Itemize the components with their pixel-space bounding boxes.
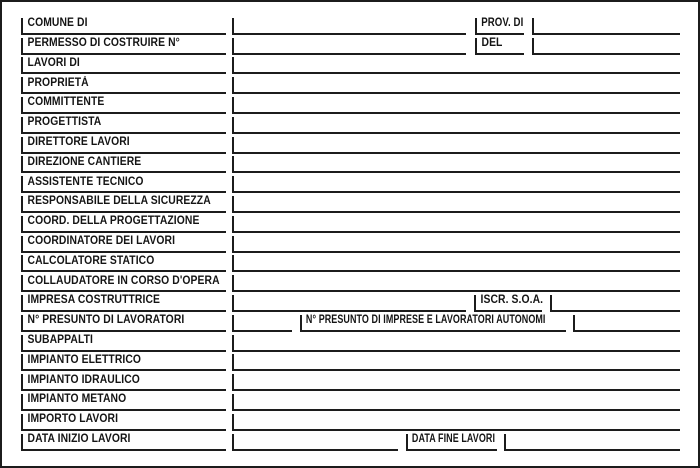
form-rows	[0, 15, 700, 451]
coordinatore-lavori-label: COORDINATORE DEI LAVORI	[27, 235, 176, 248]
permesso-value-line[interactable]	[232, 38, 466, 55]
impianto-idraulico-label: IMPIANTO IDRAULICO	[27, 373, 140, 386]
presunto-imprese-autonomi-value-line[interactable]	[573, 315, 680, 332]
data-inizio-lavori-value-line[interactable]	[232, 434, 398, 451]
field-permesso-di-costruire	[21, 38, 226, 55]
field-data-fine-lavori	[406, 434, 497, 451]
direttore-lavori-value-line[interactable]	[232, 137, 680, 154]
row-lavori-di	[0, 55, 700, 75]
row-comune	[0, 15, 700, 35]
impresa-costruttrice-value-line[interactable]	[232, 295, 466, 312]
committente-value-line[interactable]	[232, 97, 680, 114]
calcolatore-statico-value-line[interactable]	[232, 255, 680, 272]
field-assistente-tecnico	[21, 176, 226, 193]
progettista-label: PROGETTISTA	[27, 116, 102, 129]
impianto-elettrico-label: IMPIANTO ELETTRICO	[27, 353, 142, 366]
comune-di-value-line[interactable]	[232, 18, 466, 35]
progettista-value-line[interactable]	[232, 117, 680, 134]
field-direzione-cantiere	[21, 156, 226, 173]
row-direttore-lavori	[0, 134, 700, 154]
field-impianto-elettrico	[21, 354, 226, 371]
del-label: DEL	[481, 37, 503, 50]
subappalti-value-line[interactable]	[232, 335, 680, 352]
impianto-metano-label: IMPIANTO METANO	[27, 393, 127, 406]
presunto-imprese-autonomi-label: N° PRESUNTO DI IMPRESE E LAVORATORI AUTONOMI	[305, 314, 546, 327]
responsabile-sicurezza-value-line[interactable]	[232, 196, 680, 213]
iscr-soa-label: ISCR. S.O.A.	[480, 294, 544, 307]
field-impianto-metano	[21, 394, 226, 411]
del-value-line[interactable]	[532, 38, 680, 55]
row-data-lavori	[0, 431, 700, 451]
impianto-metano-value-line[interactable]	[232, 394, 680, 411]
data-inizio-lavori-label: DATA INIZIO LAVORI	[27, 433, 131, 446]
direzione-cantiere-label: DIREZIONE CANTIERE	[27, 155, 142, 168]
field-calcolatore-statico	[21, 255, 226, 272]
prov-di-label: PROV. DI	[481, 17, 524, 30]
committente-label: COMMITTENTE	[27, 96, 105, 109]
field-iscr-soa	[474, 295, 542, 312]
row-impianto-idraulico	[0, 371, 700, 391]
responsabile-sicurezza-label: RESPONSABILE DELLA SICUREZZA	[27, 195, 211, 208]
impianto-idraulico-value-line[interactable]	[232, 374, 680, 391]
row-impresa-costruttrice	[0, 292, 700, 312]
field-coord-progettazione	[21, 216, 226, 233]
field-lavori-di	[21, 57, 226, 74]
field-importo-lavori	[21, 414, 226, 431]
assistente-tecnico-value-line[interactable]	[232, 176, 680, 193]
coord-progettazione-value-line[interactable]	[232, 216, 680, 233]
lavori-di-label: LAVORI DI	[27, 56, 80, 69]
row-impianto-elettrico	[0, 352, 700, 372]
row-assistente-tecnico	[0, 173, 700, 193]
lavori-di-value-line[interactable]	[232, 57, 680, 74]
proprieta-label: PROPRIETÀ	[27, 76, 89, 89]
row-coordinatore-lavori	[0, 233, 700, 253]
field-comune-di	[21, 18, 226, 35]
proprieta-value-line[interactable]	[232, 77, 680, 94]
field-presunto-imprese-autonomi	[300, 315, 566, 332]
row-collaudatore	[0, 272, 700, 292]
field-presunto-lavoratori	[21, 315, 226, 332]
data-fine-lavori-value-line[interactable]	[504, 434, 680, 451]
field-prov-di	[475, 18, 524, 35]
field-direttore-lavori	[21, 137, 226, 154]
collaudatore-label: COLLAUDATORE IN CORSO D'OPERA	[27, 274, 220, 287]
impianto-elettrico-value-line[interactable]	[232, 354, 680, 371]
calcolatore-statico-label: CALCOLATORE STATICO	[27, 254, 155, 267]
collaudatore-value-line[interactable]	[232, 275, 680, 292]
row-permesso	[0, 35, 700, 55]
field-del	[475, 38, 524, 55]
presunto-lavoratori-value-line[interactable]	[232, 315, 292, 332]
row-importo-lavori	[0, 411, 700, 431]
prov-di-value-line[interactable]	[532, 18, 680, 35]
field-collaudatore	[21, 275, 226, 292]
row-committente	[0, 94, 700, 114]
row-progettista	[0, 114, 700, 134]
permesso-label: PERMESSO DI COSTRUIRE N°	[27, 37, 180, 50]
row-impianto-metano	[0, 391, 700, 411]
coordinatore-lavori-value-line[interactable]	[232, 236, 680, 253]
coord-progettazione-label: COORD. DELLA PROGETTAZIONE	[27, 215, 200, 228]
data-fine-lavori-label: DATA FINE LAVORI	[411, 433, 496, 446]
field-proprieta	[21, 77, 226, 94]
row-presunto-lavoratori	[0, 312, 700, 332]
presunto-lavoratori-label: N° PRESUNTO DI LAVORATORI	[27, 314, 185, 327]
field-responsabile-sicurezza	[21, 196, 226, 213]
direttore-lavori-label: DIRETTORE LAVORI	[27, 136, 130, 149]
row-proprieta	[0, 74, 700, 94]
field-impianto-idraulico	[21, 374, 226, 391]
field-subappalti	[21, 335, 226, 352]
row-responsabile-sicurezza	[0, 193, 700, 213]
impresa-costruttrice-label: IMPRESA COSTRUTTRICE	[27, 294, 161, 307]
field-coordinatore-lavori	[21, 236, 226, 253]
field-impresa-costruttrice	[21, 295, 226, 312]
comune-di-label: COMUNE DI	[27, 17, 88, 30]
field-progettista	[21, 117, 226, 134]
field-committente	[21, 97, 226, 114]
row-calcolatore-statico	[0, 253, 700, 273]
iscr-soa-value-line[interactable]	[550, 295, 680, 312]
row-subappalti	[0, 332, 700, 352]
row-direzione-cantiere	[0, 154, 700, 174]
assistente-tecnico-label: ASSISTENTE TECNICO	[27, 175, 144, 188]
field-data-inizio-lavori	[21, 434, 226, 451]
row-coord-progettazione	[0, 213, 700, 233]
direzione-cantiere-value-line[interactable]	[232, 156, 680, 173]
importo-lavori-value-line[interactable]	[232, 414, 680, 431]
subappalti-label: SUBAPPALTI	[27, 334, 94, 347]
importo-lavori-label: IMPORTO LAVORI	[27, 413, 119, 426]
